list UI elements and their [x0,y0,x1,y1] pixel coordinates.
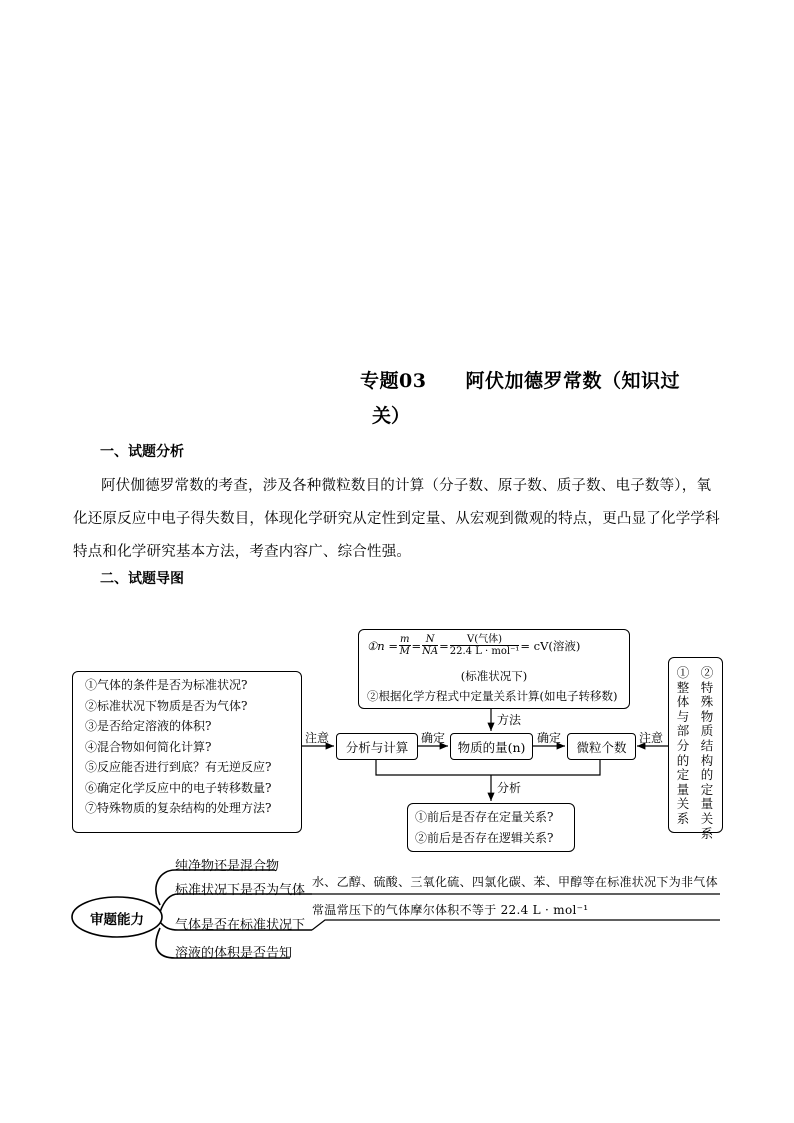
notice-label-left: 注意 [305,731,330,745]
left-item: ⑦特殊物质的复杂结构的处理方法? [85,801,272,815]
amount-of-substance-box: 物质的量(n) [450,733,533,760]
determine-label-1: 确定 [421,731,446,745]
fraction-m-over-M [399,634,410,657]
page-title-continued: 关） [372,405,411,427]
formula-box [358,629,630,709]
formula-tail: = cV(溶液) [520,638,581,653]
left-item: ①气体的条件是否为标准状况? [85,678,248,692]
method-label: 方法 [497,713,522,727]
mindmap-branch: 溶液的体积是否告知 [175,946,293,961]
formula-note: (标准状况下) [460,669,528,683]
mindmap-note-molar-volume: 常温常压下的气体摩尔体积不等于 22.4 L · mol⁻¹ [312,903,589,917]
bottom-item: ②前后是否存在逻辑关系? [415,830,554,845]
fraction-numerator: V(气体) [450,634,520,646]
logic-check-box [407,803,575,852]
mindmap-note-non-gas: 水、乙醇、硫酸、三氧化硫、四氯化碳、苯、甲醇等在标准状况下为非气体 [312,875,718,889]
equals-sign: = [439,638,449,653]
bottom-item: ①前后是否存在定量关系? [415,810,554,824]
left-item: ⑥确定化学反应中的电子转移数量? [85,780,272,795]
analysis-calc-box: 分析与计算 [336,733,418,760]
page-title: 专题03 阿伏加德罗常数（知识过 [360,370,680,392]
formula-prefix: ①n = [367,638,399,653]
fraction-denominator: 22.4 L · mol⁻¹ [449,646,520,657]
fraction-N-over-NA [422,634,438,657]
left-questions-box [72,671,302,833]
analysis-paragraph: 阿伏伽德罗常数的考查，涉及各种微粒数目的计算（分子数、原子数、质子数、电子数等），氧化还原反应中电子得失数目，体现化学研究从定性到定量、从宏观到微观的特点，更凸显了化学学科特点和化学研究基本方法，考查内容广、综合性强。 [73,478,720,560]
left-item: ②标准状况下物质是否为气体? [85,698,248,713]
right-column-special-structure: ②特殊物质结构的定量关系 [700,665,714,841]
section-heading-analysis: 一、试题分析 [100,444,184,460]
mindmap-branch: 气体是否在标准状况下 [175,918,306,933]
mindmap-root: 审题能力 [90,912,144,928]
left-item: ⑤反应能否进行到底？有无逆反应? [85,760,272,774]
right-relations-box [668,657,723,841]
right-column-whole-part: ①整体与部分的定量关系 [676,665,690,826]
formula-line2: ②根据化学方程式中定量关系计算(如电子转移数) [367,689,618,703]
fraction-numerator: m [400,634,410,645]
section-heading-diagram: 二、试题导图 [100,571,184,587]
mindmap-branch: 纯净物还是混合物 [175,859,280,874]
left-item: ③是否给定溶液的体积? [85,719,212,733]
fraction-numerator: N [422,634,438,646]
fraction-denominator: NA [422,646,439,657]
equals-sign: = [411,638,422,653]
analysis-label: 分析 [497,781,522,795]
particle-count-box: 微粒个数 [567,733,636,760]
left-item: ④混合物如何简化计算? [85,739,212,754]
mindmap-branch: 标准状况下是否为气体 [175,883,306,898]
notice-label-right: 注意 [639,731,664,745]
fraction-denominator: M [399,646,410,657]
determine-label-2: 确定 [537,731,562,745]
fraction-V-over-Vm [450,634,520,657]
formula-line [367,634,580,657]
